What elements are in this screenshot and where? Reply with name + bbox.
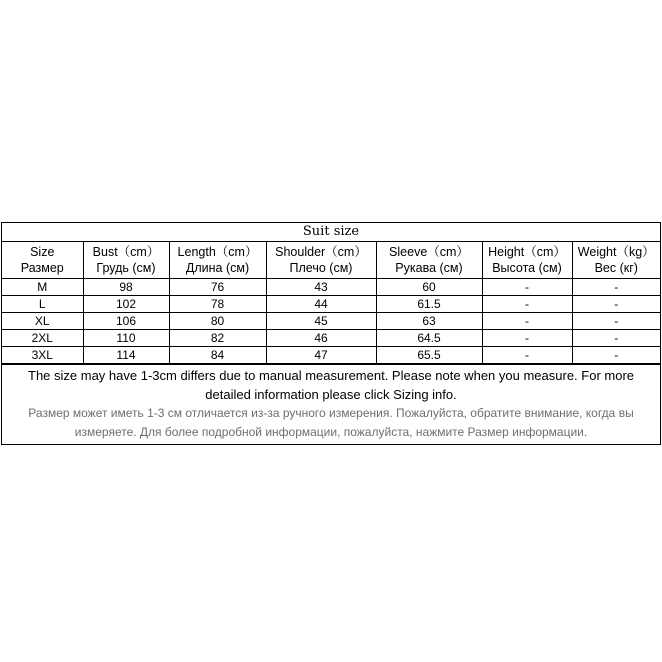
- cell-weight: -: [572, 330, 660, 347]
- cell-weight: -: [572, 279, 660, 296]
- cell-weight: -: [572, 347, 660, 364]
- cell-bust: 98: [83, 279, 169, 296]
- cell-bust: 102: [83, 296, 169, 313]
- measurement-notes: [2, 364, 660, 444]
- cell-bust: 110: [83, 330, 169, 347]
- header-cell-size: [2, 242, 83, 279]
- header-en: Shoulder（cm）: [275, 245, 367, 259]
- header-cell-sleeve: [376, 242, 482, 279]
- chart-title: Suit size: [2, 223, 660, 242]
- header-ru: Размер: [20, 261, 64, 275]
- header-cell-bust: [83, 242, 169, 279]
- header-cell-length: [169, 242, 266, 279]
- table-row: [2, 279, 660, 296]
- header-ru: Длина (см): [185, 261, 250, 275]
- table-row: [2, 330, 660, 347]
- cell-size: L: [2, 296, 83, 313]
- cell-sleeve: 64.5: [376, 330, 482, 347]
- cell-height: -: [482, 279, 572, 296]
- header-ru: Вес (кг): [594, 261, 638, 275]
- size-chart: [1, 222, 661, 445]
- cell-shoulder: 46: [266, 330, 376, 347]
- table-row: [2, 296, 660, 313]
- header-cell-shoulder: [266, 242, 376, 279]
- cell-height: -: [482, 296, 572, 313]
- cell-size: XL: [2, 313, 83, 330]
- header-row: [2, 242, 660, 279]
- cell-height: -: [482, 330, 572, 347]
- header-ru: Рукава (см): [395, 261, 463, 275]
- cell-weight: -: [572, 313, 660, 330]
- cell-length: 84: [169, 347, 266, 364]
- cell-shoulder: 44: [266, 296, 376, 313]
- cell-bust: 114: [83, 347, 169, 364]
- header-en: Height（cm）: [488, 245, 566, 259]
- note-russian: Размер может иметь 1-3 см отличается из-за ручного измерения. Пожалуйста, обратите внимание, когда вы измеряете. Для более подробной информации, пожалуйста, нажмите Размер информации.: [28, 406, 634, 439]
- header-en: Sleeve（cm）: [389, 245, 469, 259]
- cell-sleeve: 60: [376, 279, 482, 296]
- cell-length: 82: [169, 330, 266, 347]
- cell-length: 76: [169, 279, 266, 296]
- header-ru: Высота (см): [492, 261, 562, 275]
- cell-sleeve: 65.5: [376, 347, 482, 364]
- cell-length: 80: [169, 313, 266, 330]
- cell-size: 3XL: [2, 347, 83, 364]
- table-row: [2, 347, 660, 364]
- cell-shoulder: 47: [266, 347, 376, 364]
- cell-shoulder: 43: [266, 279, 376, 296]
- header-ru: Грудь (см): [96, 261, 156, 275]
- cell-bust: 106: [83, 313, 169, 330]
- cell-sleeve: 63: [376, 313, 482, 330]
- header-ru: Плечо (см): [289, 261, 353, 275]
- header-en: Length（cm）: [177, 245, 258, 259]
- header-en: Bust（cm）: [92, 245, 160, 259]
- table-row: [2, 313, 660, 330]
- note-english: The size may have 1-3cm differs due to manual measurement. Please note when you measure. For more detailed information please click Sizing info.: [28, 368, 634, 402]
- cell-size: 2XL: [2, 330, 83, 347]
- cell-size: M: [2, 279, 83, 296]
- cell-weight: -: [572, 296, 660, 313]
- cell-sleeve: 61.5: [376, 296, 482, 313]
- cell-height: -: [482, 313, 572, 330]
- cell-length: 78: [169, 296, 266, 313]
- header-cell-height: [482, 242, 572, 279]
- cell-shoulder: 45: [266, 313, 376, 330]
- header-en: Size: [30, 245, 55, 259]
- header-cell-weight: [572, 242, 660, 279]
- size-table: [2, 242, 660, 364]
- cell-height: -: [482, 347, 572, 364]
- header-en: Weight（kg）: [577, 245, 655, 259]
